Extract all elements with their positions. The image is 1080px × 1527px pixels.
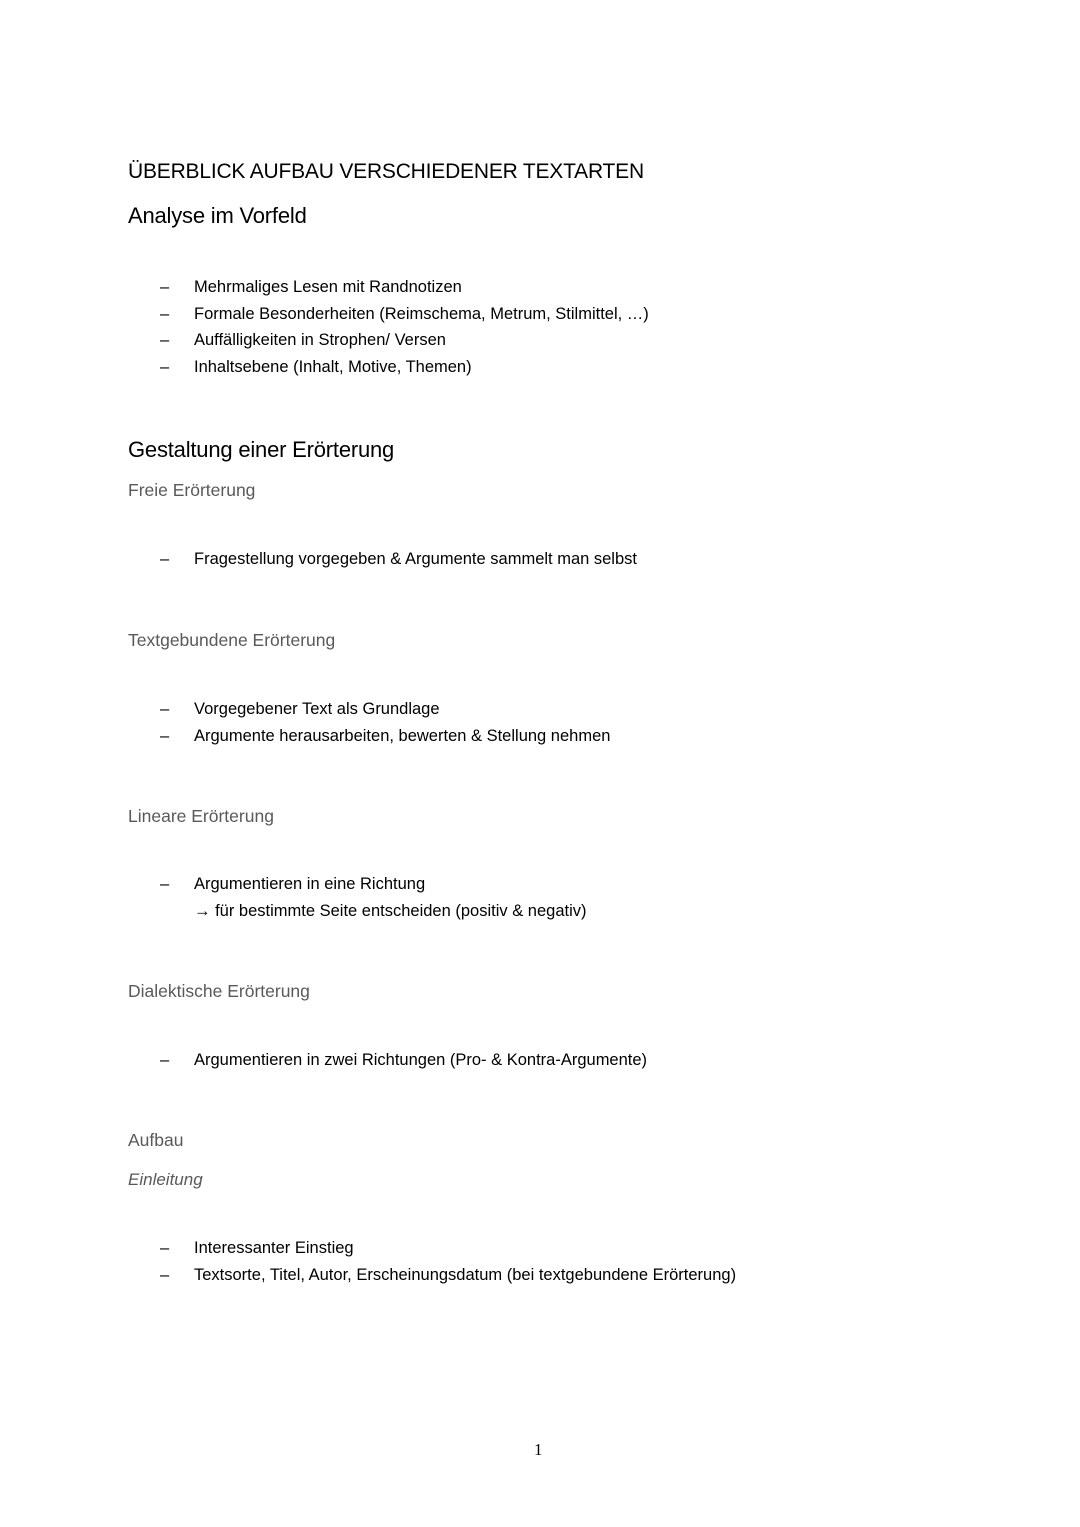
list-item-text: Argumente herausarbeiten, bewerten & Stellung nehmen <box>194 726 611 745</box>
heading-analyse: Analyse im Vorfeld <box>128 203 307 228</box>
dash-bullet: – <box>160 550 170 568</box>
heading-eroerterung: Gestaltung einer Erörterung <box>128 437 395 462</box>
list-item-text: Fragestellung vorgegeben & Argumente sammelt man selbst <box>194 550 637 568</box>
dash-bullet: – <box>160 278 170 296</box>
dash-bullet: – <box>160 1265 170 1284</box>
dash-bullet: – <box>160 875 170 893</box>
arrow-sub-line: → für bestimmte Seite entscheiden (positiv & negativ) <box>194 901 587 920</box>
list-item-text: Textsorte, Titel, Autor, Erscheinungsdatum (bei textgebundene Erörterung) <box>194 1265 737 1284</box>
list-item-text: Vorgegebener Text als Grundlage <box>194 700 440 718</box>
list-item-text: Auffälligkeiten in Strophen/ Versen <box>194 331 446 349</box>
dash-bullet: – <box>160 331 170 349</box>
subheading-textgebundene: Textgebundene Erörterung <box>128 630 336 650</box>
dash-bullet: – <box>160 304 170 323</box>
dash-bullet: – <box>160 1051 170 1069</box>
list-item-text: Argumentieren in eine Richtung <box>194 875 426 893</box>
subheading-einleitung: Einleitung <box>128 1170 203 1189</box>
list-item-text: Inhaltsebene (Inhalt, Motive, Themen) <box>194 357 472 376</box>
dash-bullet: – <box>160 726 170 745</box>
dash-bullet: – <box>160 357 170 376</box>
page-number: 1 <box>534 1440 543 1459</box>
dash-bullet: – <box>160 1239 170 1257</box>
document-title: ÜBERBLICK AUFBAU VERSCHIEDENER TEXTARTEN <box>128 160 644 183</box>
list-item-text: Formale Besonderheiten (Reimschema, Metrum, Stilmittel, …) <box>194 304 649 323</box>
dash-bullet: – <box>160 700 170 718</box>
subheading-dialektische: Dialektische Erörterung <box>128 981 310 1001</box>
subheading-lineare: Lineare Erörterung <box>128 806 274 826</box>
list-item-text: Argumentieren in zwei Richtungen (Pro- & Kontra-Argumente) <box>194 1051 648 1069</box>
subheading-aufbau: Aufbau <box>128 1130 184 1150</box>
list-item-text: Mehrmaliges Lesen mit Randnotizen <box>194 278 462 296</box>
list-item-text: Interessanter Einstieg <box>194 1239 354 1257</box>
subheading-freie: Freie Erörterung <box>128 480 256 500</box>
